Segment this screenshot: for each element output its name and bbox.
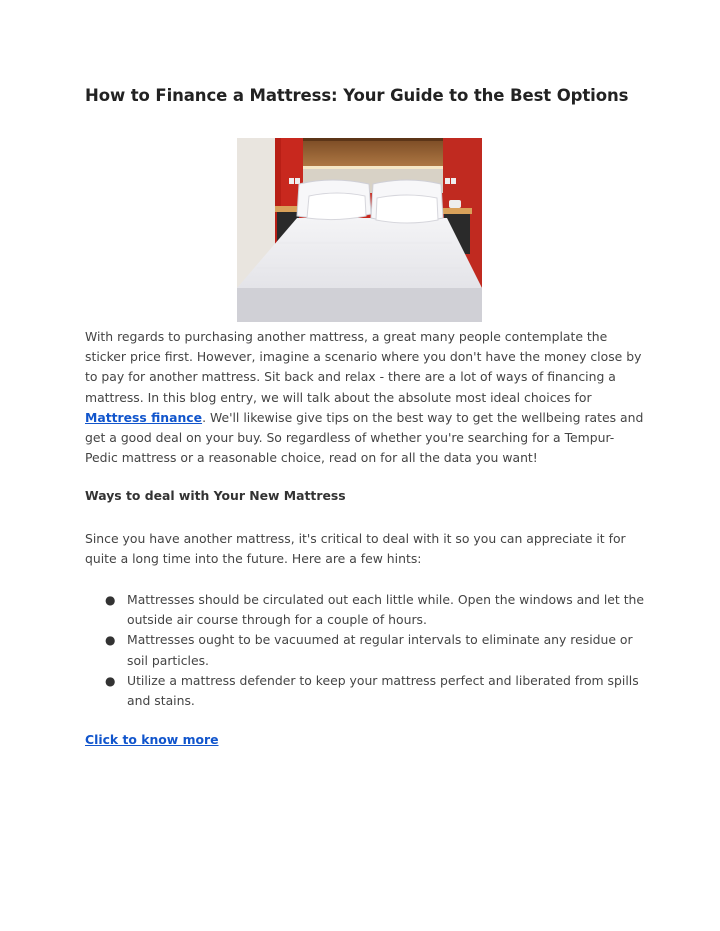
intro-text-end: . We'll likewise give tips on the best way to get the wellbeing rates and get a good deal on your buy. So regardless of whether you're searching for a Tempur-Pedic mattress or a reasonable choice, read on for all the data you want!: [85, 409, 644, 466]
bullet-icon: ●: [105, 673, 116, 688]
page-title: How to Finance a Mattress: Your Guide to the Best Options: [85, 86, 629, 105]
hint-text: Utilize a mattress defender to keep your mattress perfect and liberated from spills and stains.: [127, 672, 639, 709]
list-item: [85, 671, 645, 711]
section-intro-paragraph: Since you have another mattress, it's critical to deal with it so you can appreciate it for quite a long time into the future. Here are a few hints:: [85, 531, 626, 567]
hints-list: [85, 590, 645, 711]
hint-text: Mattresses should be circulated out each little while. Open the windows and let the outside air course through for a couple of hours.: [127, 592, 645, 628]
intro-paragraph: [85, 327, 645, 468]
bullet-icon: ●: [105, 593, 116, 607]
list-item: [85, 630, 645, 670]
mattress-finance-link[interactable]: Mattress finance: [85, 409, 203, 425]
list-item: [85, 590, 645, 630]
section-heading: Ways to deal with Your New Mattress: [85, 488, 346, 503]
click-to-know-more-link[interactable]: Click to know more: [85, 732, 219, 747]
hint-text: Mattresses ought to be vacuumed at regular intervals to eliminate any residue or soil particles.: [127, 632, 633, 668]
bed-photo: [237, 138, 482, 322]
bullet-icon: ●: [105, 633, 116, 648]
intro-text-start: With regards to purchasing another mattress, a great many people contemplate the sticker price first. However, imagine a scenario where you don't have the money close by to pay for another mattress. Sit back and relax - there are a lot of ways of financing a mattress. In this blog entry, we will talk about the absolute most ideal choices for: [85, 329, 642, 405]
